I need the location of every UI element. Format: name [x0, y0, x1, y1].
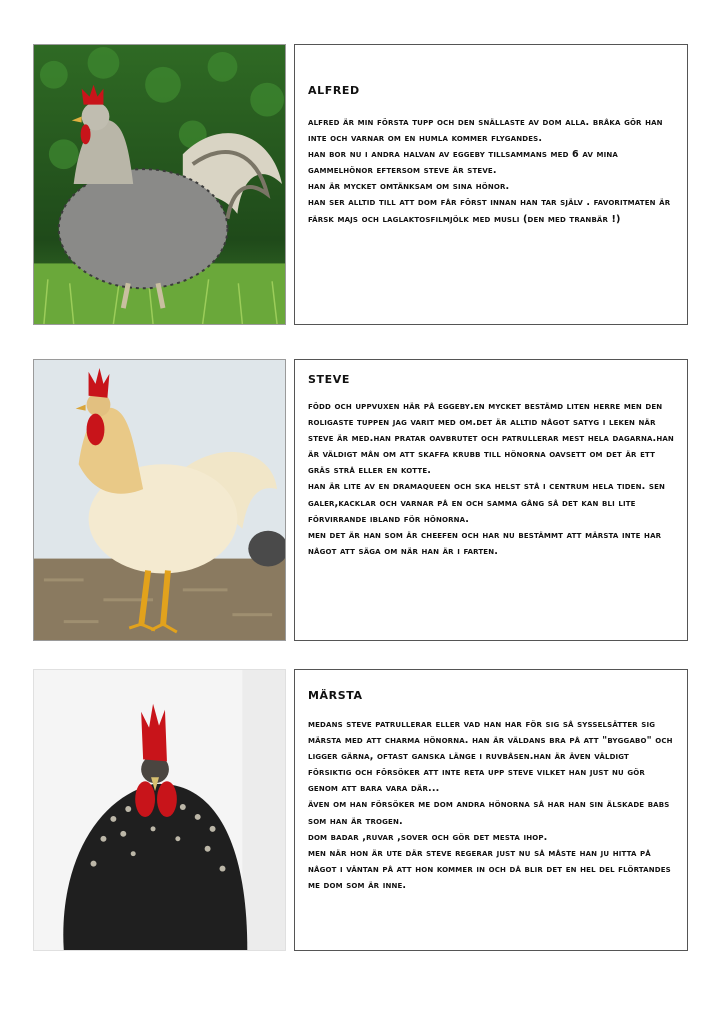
- rooster-name: märsta: [308, 684, 363, 703]
- steve-photo: [33, 359, 286, 641]
- rooster-description: medans steve patrullerar eller vad han har för sig så sysselsätter sig märsta med att charma hönorna. han är väldans bra på att "byggabo" och ligger gärna, oftast ganska länge i ruvbåsen.han är även väldigt försiktig och försöker att inte reta upp steve vilket han just nu gör genom att bara vara där... även om han försöker me dom andra hönorna så har han sin älskade babs som han är trogen. dom badar ,ruvar ,sover och gör det mesta ihop. men när hon är ute där steve regerar just nu så måste han ju hitta på något i väntan på att hon kommer in och då blir det en hel del flörtandes me dom som är inne.: [308, 719, 673, 891]
- marsta-photo: [33, 669, 286, 951]
- alfred-photo: [33, 44, 286, 325]
- marsta-rooster-image: [34, 670, 285, 950]
- rooster-name: steve: [308, 368, 350, 387]
- rooster-description: född och uppvuxen här på eggeby.en mycket bestämd liten herre men den roligaste tuppen jag varit med om.det är alltid något satyg i leken när steve är med.han pratar oavbrutet och patrullerar mest hela dagarna.han är väldigt mån om att skaffa krubb till hönorna oavsett om det är ett gräs strå eller en kotte. han är lite av en dramaqueen och ska helst stå i centrum hela tiden. sen galer,kacklar och varnar på en och samma gång så det kan bli lite förvirrande ibland för hönorna. men det är han som är cheefen och har nu bestämmt att märsta inte har något att säga om när han är i farten.: [308, 401, 674, 557]
- marsta-card: [294, 669, 688, 951]
- steve-card: [294, 359, 688, 641]
- alfred-rooster-image: [34, 45, 285, 324]
- rooster-description: alfred är min första tupp och den snällaste av dom alla. bråka gör han inte och varnar om en humla kommer flygandes. han bor nu i andra halvan av eggeby tillsammans med 6 av mina gammelhönor eftersom steve är steve. han är mycket omtänksam om sina hönor. han ser alltid till att dom får först innan han tar själv . favoritmaten är färsk majs och laglaktosfilmjölk med musli (den med tranbär !): [308, 117, 671, 225]
- alfred-card: [294, 44, 688, 325]
- rooster-name: alfred: [308, 79, 360, 98]
- steve-rooster-image: [34, 360, 285, 640]
